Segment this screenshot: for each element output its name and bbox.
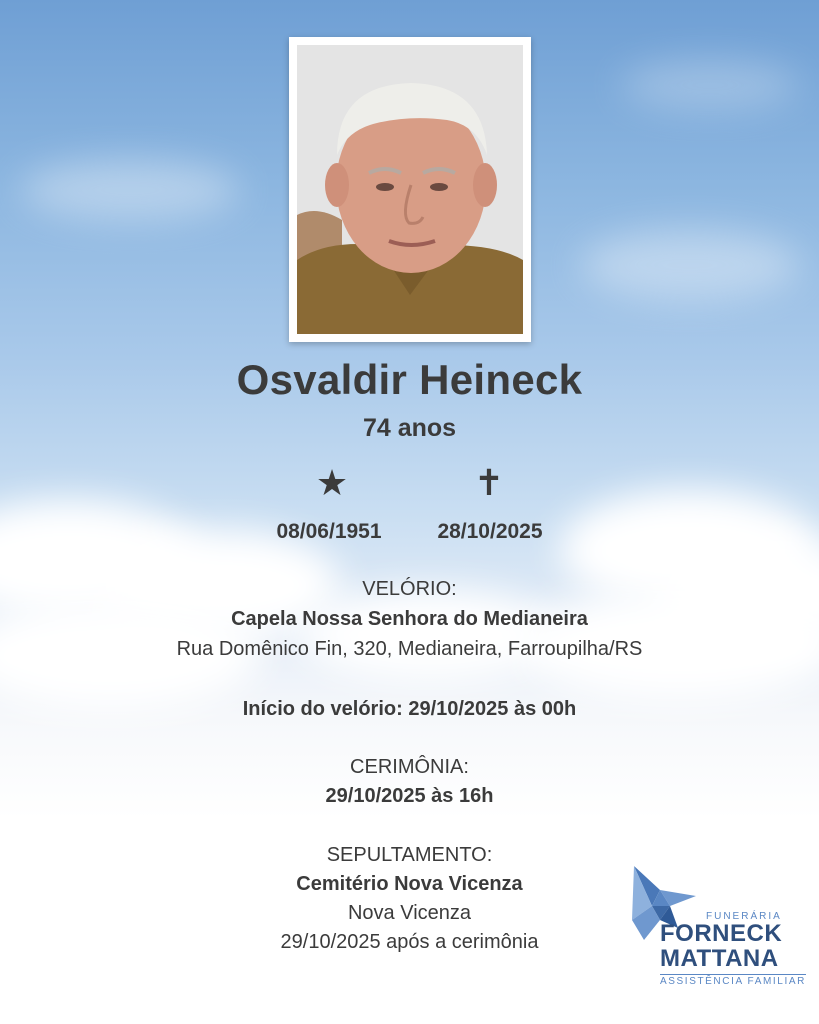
cross-icon: ✝ <box>473 462 505 503</box>
star-icon: ★ <box>315 462 349 503</box>
velorio-place: Capela Nossa Senhora do Medianeira <box>231 608 588 630</box>
logo-line2: MATTANA <box>660 945 779 972</box>
photo-frame <box>289 37 531 342</box>
sepultamento-city: Nova Vicenza <box>347 902 472 924</box>
logo-tagline: ASSISTÊNCIA FAMILIAR <box>660 976 806 987</box>
sepultamento-place: Cemitério Nova Vicenza <box>296 873 523 895</box>
sepultamento-label: SEPULTAMENTO: <box>326 844 493 866</box>
deceased-name: Osvaldir Heineck <box>236 356 583 403</box>
velorio-label: VELÓRIO: <box>362 578 457 600</box>
sepultamento-datetime: 29/10/2025 após a cerimônia <box>280 931 539 953</box>
death-date: 28/10/2025 <box>437 520 543 543</box>
cerimonia-label: CERIMÔNIA: <box>350 756 469 778</box>
logo-line1: FORNECK <box>660 920 783 947</box>
deceased-age: 74 anos <box>362 414 457 442</box>
velorio-address: Rua Domênico Fin, 320, Medianeira, Farroupilha/RS <box>176 638 643 660</box>
logo-small-text: FUNERÁRIA <box>706 911 782 922</box>
velorio-start: Início do velório: 29/10/2025 às 00h <box>242 698 577 720</box>
portrait-photo <box>297 45 523 334</box>
birth-date: 08/06/1951 <box>276 520 382 543</box>
cerimonia-datetime: 29/10/2025 às 16h <box>325 785 494 807</box>
